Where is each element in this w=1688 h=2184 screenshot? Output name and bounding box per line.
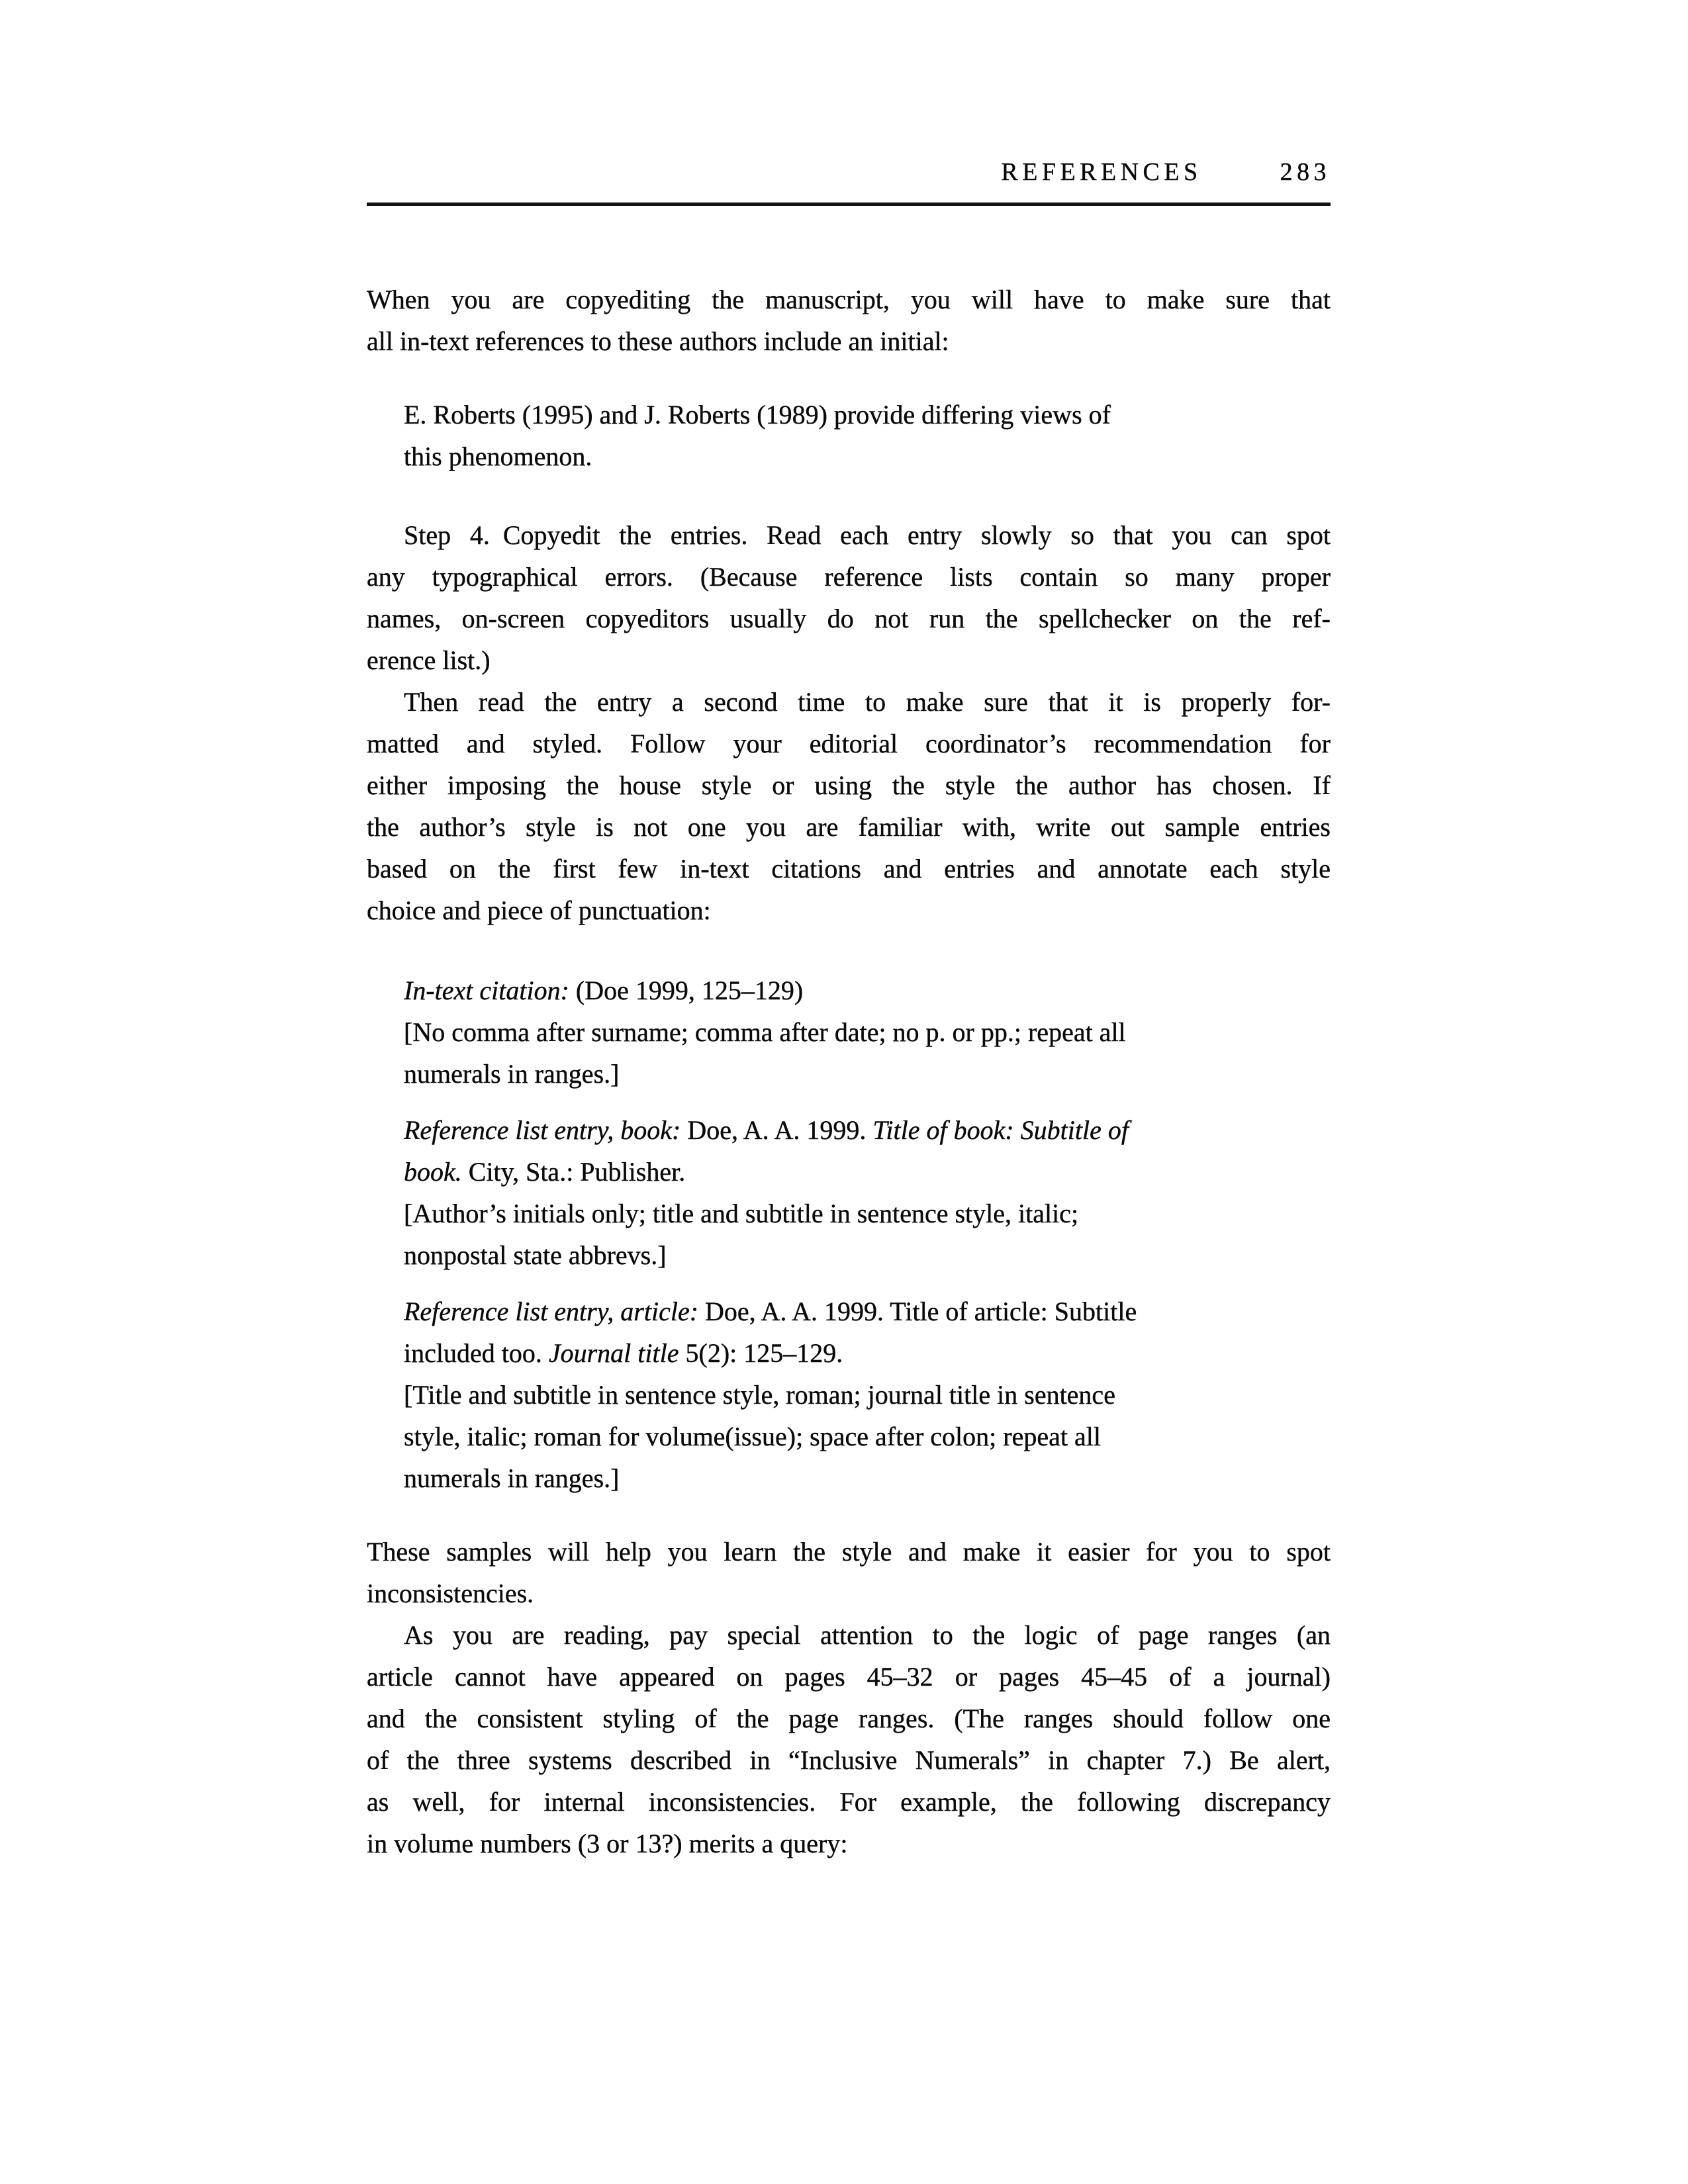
text-line: [404, 970, 1331, 1011]
para-intro: [367, 279, 1331, 362]
example-reference-article: [404, 1291, 1331, 1499]
text-run: all in-text references to these authors include an initial:: [367, 326, 949, 356]
para-samples: [367, 1531, 1331, 1614]
text-run: Step 4. Copyedit the entries. Read each entry slowly so that you can spot: [404, 520, 1331, 550]
example-in-text-authors: [404, 394, 1331, 477]
text-line: [404, 1291, 1331, 1332]
example-in-text-citation: [404, 970, 1331, 1095]
text-line: [367, 764, 1331, 806]
running-header: [367, 158, 1331, 187]
text-run: either imposing the house style or using the style the author has chosen. If: [367, 770, 1331, 800]
text-line: [404, 394, 1331, 435]
text-line: [404, 1109, 1331, 1151]
text-run: the author’s style is not one you are familiar with, write out sample entries: [367, 812, 1331, 842]
italic-text-run: Title of book: Subtitle of: [872, 1115, 1129, 1145]
text-run: As you are reading, pay special attention to the logic of page ranges (an: [404, 1620, 1331, 1650]
text-line: [404, 435, 1331, 477]
text-line: [367, 514, 1331, 556]
text-line: [367, 1781, 1331, 1823]
text-run: article cannot have appeared on pages 45–32 or pages 45–45 of a journal): [367, 1662, 1331, 1692]
text-run: matted and styled. Follow your editorial coordinator’s recommendation for: [367, 729, 1331, 758]
text-line: [367, 681, 1331, 723]
text-line: [404, 1234, 1331, 1276]
text-run: numerals in ranges.]: [404, 1463, 620, 1493]
text-line: [367, 1739, 1331, 1781]
text-line: [367, 723, 1331, 764]
text-line: [404, 1457, 1331, 1499]
text-line: [404, 1193, 1331, 1234]
text-line: [367, 889, 1331, 931]
text-run: inconsistencies.: [367, 1578, 534, 1608]
text-run: nonpostal state abbrevs.]: [404, 1240, 667, 1270]
text-line: [404, 1332, 1331, 1374]
text-line: [367, 1698, 1331, 1739]
text-run: Doe, A. A. 1999.: [680, 1115, 873, 1145]
text-line: [404, 1374, 1331, 1416]
text-line: [367, 1656, 1331, 1698]
text-run: Doe, A. A. 1999. Title of article: Subtitle: [698, 1297, 1137, 1326]
text-line: [367, 848, 1331, 889]
text-line: [367, 1614, 1331, 1656]
running-header-title: REFERENCES: [1001, 158, 1202, 186]
text-run: this phenomenon.: [404, 441, 592, 471]
text-run: numerals in ranges.]: [404, 1059, 620, 1089]
text-line: [367, 639, 1331, 681]
text-line: [367, 320, 1331, 362]
text-run: Then read the entry a second time to make sure that it is properly for-: [404, 687, 1331, 717]
text-run: erence list.): [367, 645, 491, 675]
para-second-read: [367, 681, 1331, 931]
text-run: included too.: [404, 1338, 549, 1368]
example-reference-book: [404, 1109, 1331, 1276]
text-line: [367, 556, 1331, 598]
text-run: of the three systems described in “Inclusive Numerals” in chapter 7.) Be alert,: [367, 1745, 1331, 1775]
text-run: [Author’s initials only; title and subtitle in sentence style, italic;: [404, 1199, 1079, 1228]
italic-text-run: In-text citation:: [404, 976, 569, 1005]
text-line: [367, 279, 1331, 320]
header-rule: [367, 203, 1331, 206]
text-run: These samples will help you learn the style and make it easier for you to spot: [367, 1537, 1331, 1567]
text-run: based on the first few in-text citations and entries and annotate each style: [367, 854, 1331, 884]
text-line: [404, 1011, 1331, 1053]
text-line: [367, 1823, 1331, 1864]
para-page-ranges: [367, 1614, 1331, 1864]
text-line: [404, 1151, 1331, 1193]
text-run: in volume numbers (3 or 13?) merits a query:: [367, 1829, 848, 1858]
text-run: [No comma after surname; comma after date; no p. or pp.; repeat all: [404, 1017, 1126, 1047]
text-run: and the consistent styling of the page ranges. (The ranges should follow one: [367, 1704, 1331, 1733]
page-body: [367, 279, 1331, 1864]
text-run: [Title and subtitle in sentence style, roman; journal title in sentence: [404, 1380, 1115, 1410]
text-run: any typographical errors. (Because reference lists contain so many proper: [367, 562, 1331, 592]
para-step4: [367, 514, 1331, 681]
italic-text-run: Reference list entry, article:: [404, 1297, 699, 1326]
text-run: City, Sta.: Publisher.: [461, 1157, 686, 1187]
text-run: 5(2): 125–129.: [679, 1338, 843, 1368]
text-run: choice and piece of punctuation:: [367, 895, 711, 925]
italic-text-run: Journal title: [548, 1338, 679, 1368]
text-line: [367, 1531, 1331, 1572]
text-run: style, italic; roman for volume(issue); space after colon; repeat all: [404, 1422, 1101, 1451]
italic-text-run: Reference list entry, book:: [404, 1115, 681, 1145]
text-run: (Doe 1999, 125–129): [569, 976, 804, 1005]
text-run: When you are copyediting the manuscript, you will have to make sure that: [367, 285, 1331, 314]
text-run: names, on-screen copyeditors usually do not run the spellchecker on the ref-: [367, 604, 1331, 633]
page-number: 283: [1280, 158, 1331, 186]
text-line: [404, 1053, 1331, 1095]
text-run: E. Roberts (1995) and J. Roberts (1989) provide differing views of: [404, 400, 1111, 430]
text-line: [404, 1416, 1331, 1457]
text-run: as well, for internal inconsistencies. For example, the following discrepancy: [367, 1787, 1331, 1817]
text-line: [367, 806, 1331, 848]
italic-text-run: book.: [404, 1157, 462, 1187]
text-line: [367, 598, 1331, 639]
text-line: [367, 1572, 1331, 1614]
